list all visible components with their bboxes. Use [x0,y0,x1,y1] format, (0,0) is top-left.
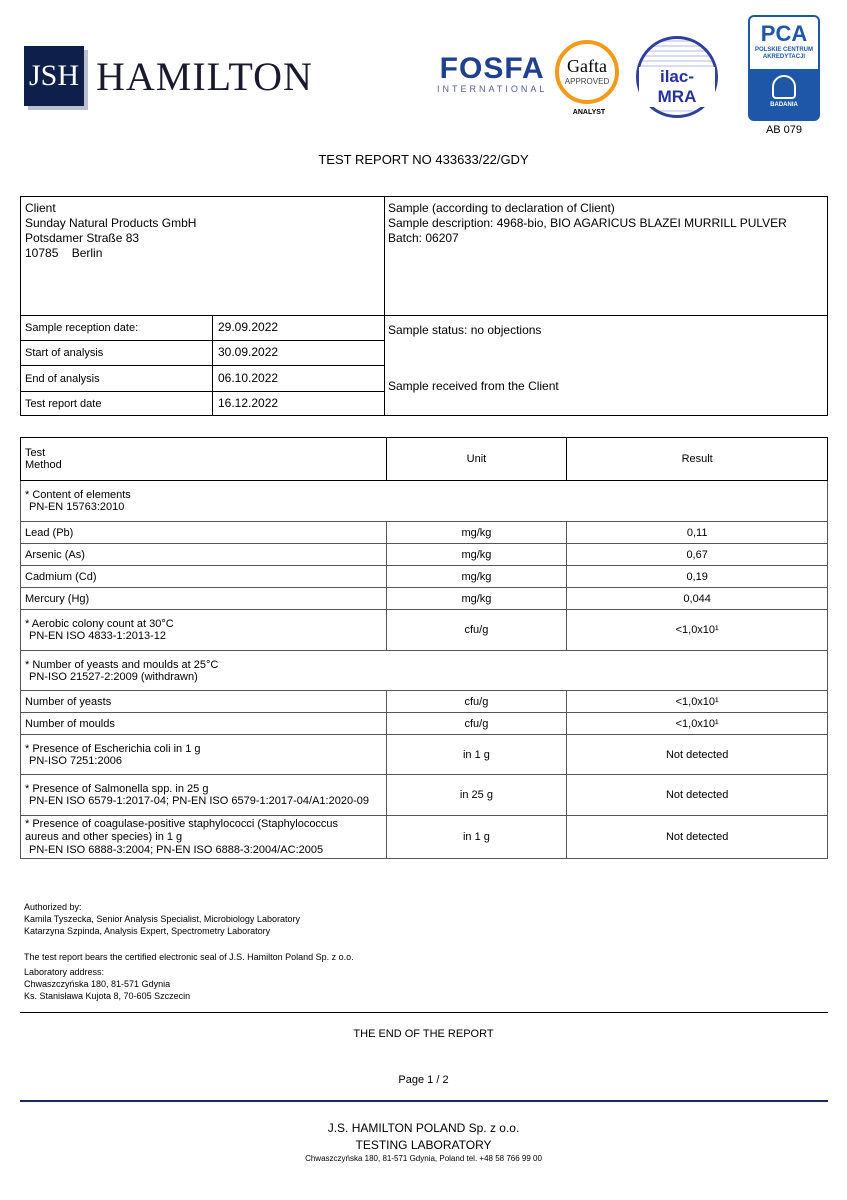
result-cell: 0,044 [567,588,828,610]
client-city: Berlin [71,246,103,260]
result-cell: 0,19 [567,566,828,588]
group-cell [21,651,828,691]
lab-address-line: Chwaszczyńska 180, 81-571 Gdynia [24,979,171,989]
footer-company: J.S. HAMILTON POLAND Sp. z o.o. [327,1121,520,1135]
unit-cell: cfu/g [386,713,567,735]
group-cell [21,481,828,522]
table-header-row [21,438,828,481]
authorized-by-label: Authorized by: [24,902,82,912]
page-number: Page 1 / 2 [398,1074,449,1086]
date-label: End of analysis [25,373,100,385]
table-row [21,588,828,610]
footer-contact: Chwaszczyńska 180, 81-571 Gdynia, Poland tel. +48 58 766 99 00 [305,1154,542,1163]
table-row [21,566,828,588]
table-row [21,775,828,816]
header-test: Test [25,447,46,459]
test-cell [21,610,387,651]
test-cell: Cadmium (Cd) [21,566,387,588]
group-method: PN-EN 15763:2010 [29,501,125,513]
unit-cell: mg/kg [386,522,567,544]
pca-badge-label: BADANIA [770,102,798,108]
unit-cell: mg/kg [386,544,567,566]
test-name: * Presence of coagulase-positive staphylococci (Staphylococcus [25,817,339,830]
header-unit: Unit [386,438,567,481]
divider [20,1012,828,1013]
fosfa-wordmark: FOSFA [439,52,545,85]
accreditation-number: AB 079 [765,124,803,136]
test-name: * Aerobic colony count at 30°C [25,618,174,630]
ilac-mra-logo [636,36,718,118]
result-cell: 0,11 [567,522,828,544]
client-postcode: 10785 [25,246,59,260]
gafta-approved: APPROVED [564,77,610,86]
sample-received: Sample received from the Client [388,379,559,393]
divider [20,340,384,341]
date-value: 06.10.2022 [218,371,279,385]
table-group-row [21,651,828,691]
result-cell: <1,0x10¹ [567,610,828,651]
lab-address-label: Laboratory address: [24,967,105,977]
test-cell: Lead (Pb) [21,522,387,544]
test-cell [21,735,387,775]
result-cell: <1,0x10¹ [567,713,828,735]
test-method: PN-EN ISO 4833-1:2013-12 [29,630,166,642]
sample-status: Sample status: no objections [388,323,542,337]
date-label: Sample reception date: [25,322,139,334]
client-street: Potsdamer Straße 83 [25,231,140,245]
table-row [21,522,828,544]
divider [20,365,384,366]
test-name: * Presence of Salmonella spp. in 25 g [25,783,209,795]
sample-description: Sample description: 4968-bio, BIO AGARICUS BLAZEI MURRILL PULVER [388,216,787,230]
table-row [21,610,828,651]
pca-subtitle: POLSKIE CENTRUM AKREDYTACJI [754,47,813,60]
sample-block [388,201,818,246]
company-wordmark: HAMILTON [96,53,313,99]
flask-icon [772,75,796,99]
date-label: Start of analysis [25,347,104,359]
ilac-wordmark: ilac-MRA [639,67,715,107]
results-table [20,437,828,859]
table-row [21,691,828,713]
result-cell: Not detected [567,735,828,775]
unit-cell: cfu/g [386,691,567,713]
test-cell [21,775,387,816]
divider [20,1100,828,1102]
test-method: PN-ISO 7251:2006 [29,754,122,767]
lab-address-block [24,966,190,1002]
gafta-wordmark: Gafta [567,56,607,76]
table-row [21,713,828,735]
client-block [25,201,375,261]
unit-cell: mg/kg [386,566,567,588]
date-value: 16.12.2022 [218,396,279,410]
gafta-logo [555,40,619,104]
test-cell: Number of moulds [21,713,387,735]
header-result: Result [567,438,828,481]
client-city-line [25,246,375,261]
table-row [21,544,828,566]
sample-heading: Sample (according to declaration of Client) [388,201,615,215]
result-cell: Not detected [567,775,828,816]
gafta-analyst-label: ANALYST [572,109,606,116]
unit-cell: in 25 g [386,775,567,816]
group-name: * Content of elements [25,489,131,501]
group-name: * Number of yeasts and moulds at 25°C [25,658,219,671]
header-test-method [21,438,387,481]
pca-badge [750,69,818,119]
result-cell: 0,67 [567,544,828,566]
end-of-report: THE END OF THE REPORT [353,1028,494,1040]
authorization-block [24,901,300,937]
pca-logo [748,15,820,121]
report-title: TEST REPORT NO 433633/22/GDY [318,152,529,167]
unit-cell: in 1 g [386,735,567,775]
test-cell [21,816,387,859]
test-name-cont: aureus and other species) in 1 g [25,830,183,843]
jsh-logo-mark: JSH [24,46,84,106]
unit-cell: mg/kg [386,588,567,610]
divider [20,315,828,316]
unit-cell: cfu/g [386,610,567,651]
test-method: PN-EN ISO 6579-1:2017-04; PN-EN ISO 6579-1:2017-04/A1:2020-09 [29,795,369,807]
pca-wordmark: PCA [760,21,808,46]
test-cell: Number of yeasts [21,691,387,713]
client-heading: Client [25,201,56,215]
test-cell: Mercury (Hg) [21,588,387,610]
date-label: Test report date [25,398,102,410]
date-value: 29.09.2022 [218,320,279,334]
lab-address-line: Ks. Stanisława Kujota 8, 70-605 Szczecin [24,991,191,1001]
footer-lab: TESTING LABORATORY [355,1138,492,1152]
table-group-row [21,481,828,522]
hamilton-logo [24,46,313,106]
seal-note: The test report bears the certified electronic seal of J.S. Hamilton Poland Sp. z o.o. [24,952,354,962]
fosfa-logo [437,54,547,94]
divider [20,391,384,392]
result-cell: Not detected [567,816,828,859]
group-method: PN-ISO 21527-2:2009 (withdrawn) [29,670,198,683]
divider [212,315,213,416]
header-method: Method [25,459,62,471]
sample-batch: Batch: 06207 [388,231,459,245]
test-name: * Presence of Escherichia coli in 1 g [25,742,201,755]
fosfa-subtitle: INTERNATIONAL [437,84,548,94]
signer: Katarzyna Szpinda, Analysis Expert, Spectrometry Laboratory [24,926,271,936]
date-value: 30.09.2022 [218,345,279,359]
unit-cell: in 1 g [386,816,567,859]
table-row [21,816,828,859]
signer: Kamila Tyszecka, Senior Analysis Specialist, Microbiology Laboratory [24,914,300,924]
divider [384,196,385,416]
test-method: PN-EN ISO 6888-3:2004; PN-EN ISO 6888-3:2004/AC:2005 [29,843,324,856]
test-cell: Arsenic (As) [21,544,387,566]
result-cell: <1,0x10¹ [567,691,828,713]
client-name: Sunday Natural Products GmbH [25,216,197,230]
table-row [21,735,828,775]
